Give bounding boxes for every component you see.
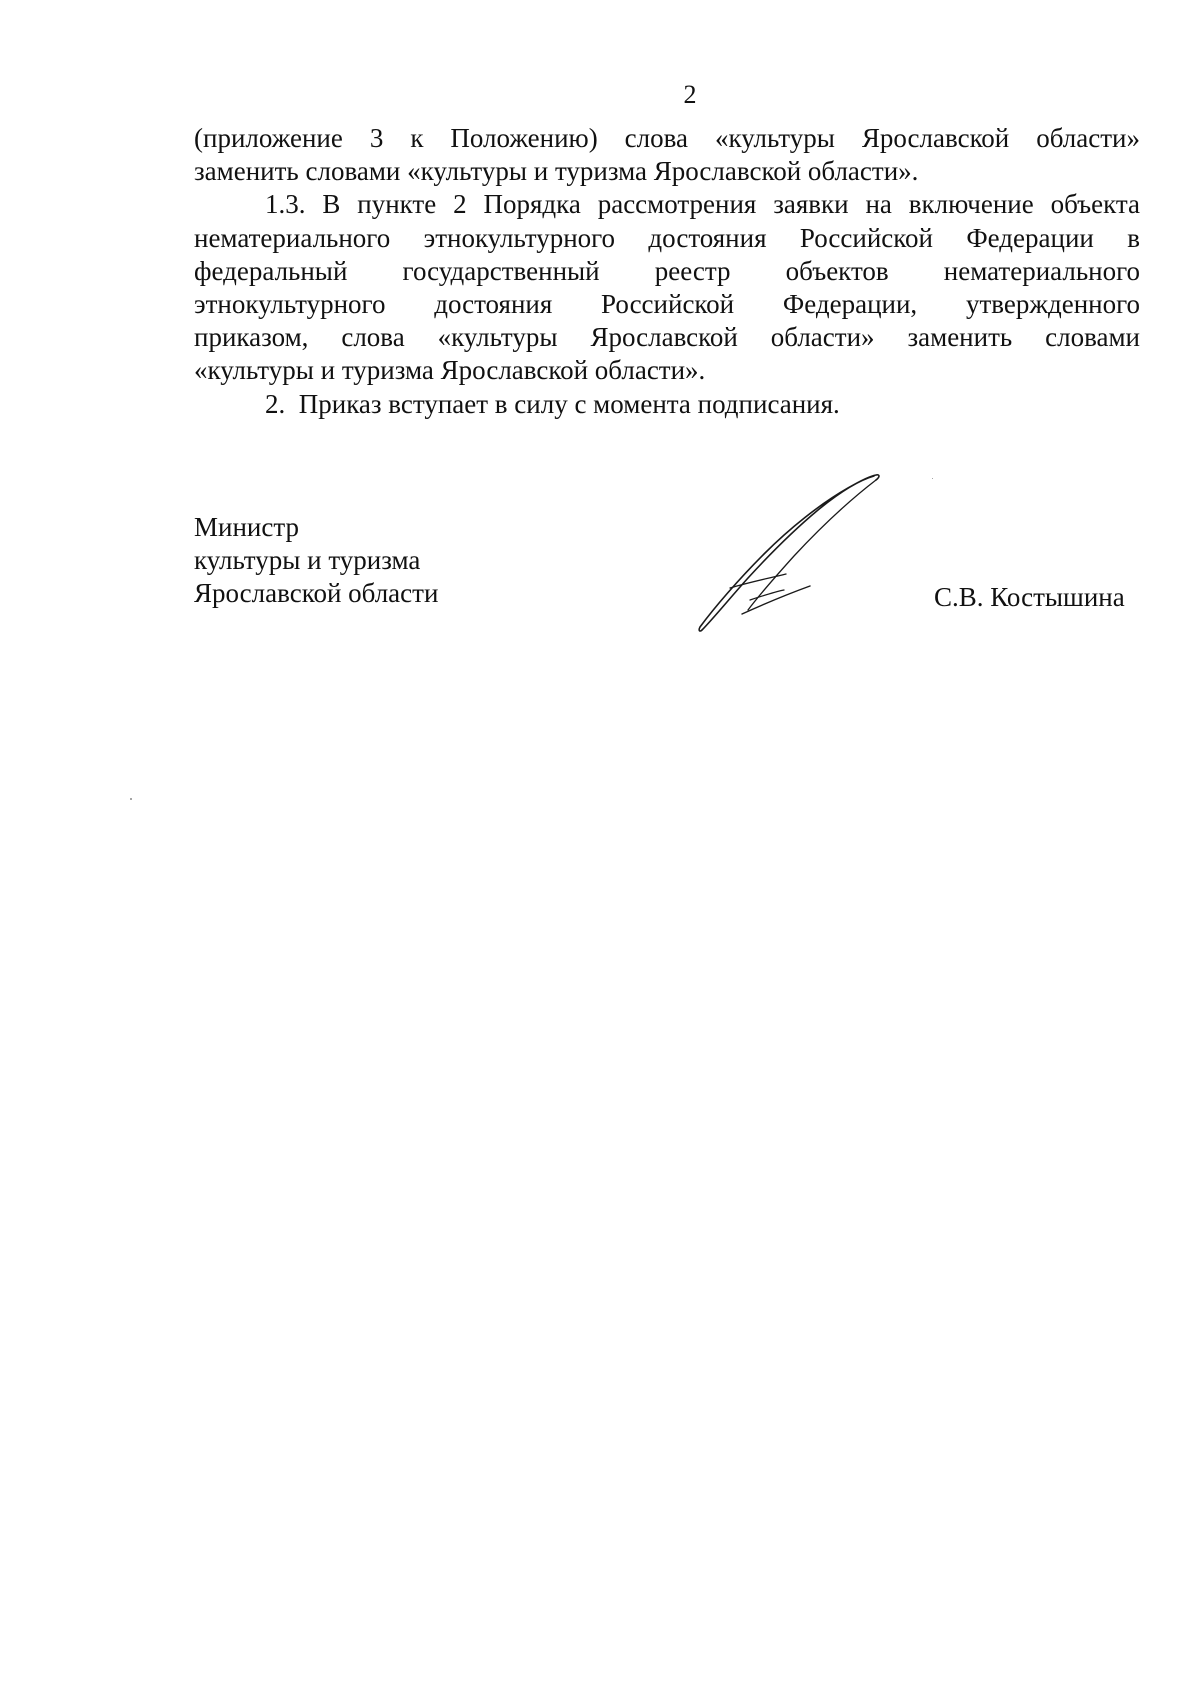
page-number: 2: [683, 80, 697, 109]
text-line: (приложение 3 к Положению) слова «культуры Ярославской области»: [194, 123, 1140, 153]
handwritten-signature: [690, 470, 910, 635]
signatory-title: [194, 511, 438, 610]
text-line: приказом, слова «культуры Ярославской области» заменить словами: [194, 322, 1140, 353]
signatory-title-line: Ярославской области: [194, 578, 439, 608]
scan-artifact: [130, 798, 132, 800]
signatory-title-line: Министр: [194, 512, 299, 542]
text-line: федеральный государственный реестр объектов нематериального: [194, 255, 1140, 286]
paragraph-amendment-continuation: [194, 122, 1140, 188]
paragraph-clause-1-3: [194, 188, 1140, 387]
text-line: «культуры и туризма Ярославской области».: [194, 355, 706, 386]
signatory-name: С.В. Костышина: [934, 582, 1125, 612]
text-line: 1.3. В пункте 2 Порядка рассмотрения заявки на включение объекта: [265, 189, 1140, 220]
document-body: [194, 122, 1140, 421]
text-line: 2. Приказ вступает в силу с момента подписания.: [265, 388, 840, 419]
text-line: нематериального этнокультурного достояния Российской Федерации в: [194, 222, 1140, 253]
scan-artifact: [932, 478, 933, 479]
text-line: заменить словами «культуры и туризма Ярославской области».: [194, 156, 919, 187]
paragraph-clause-2: [194, 388, 1140, 421]
text-line: этнокультурного достояния Российской Федерации, утвержденного: [194, 289, 1140, 320]
signatory-title-line: культуры и туризма: [194, 545, 421, 575]
